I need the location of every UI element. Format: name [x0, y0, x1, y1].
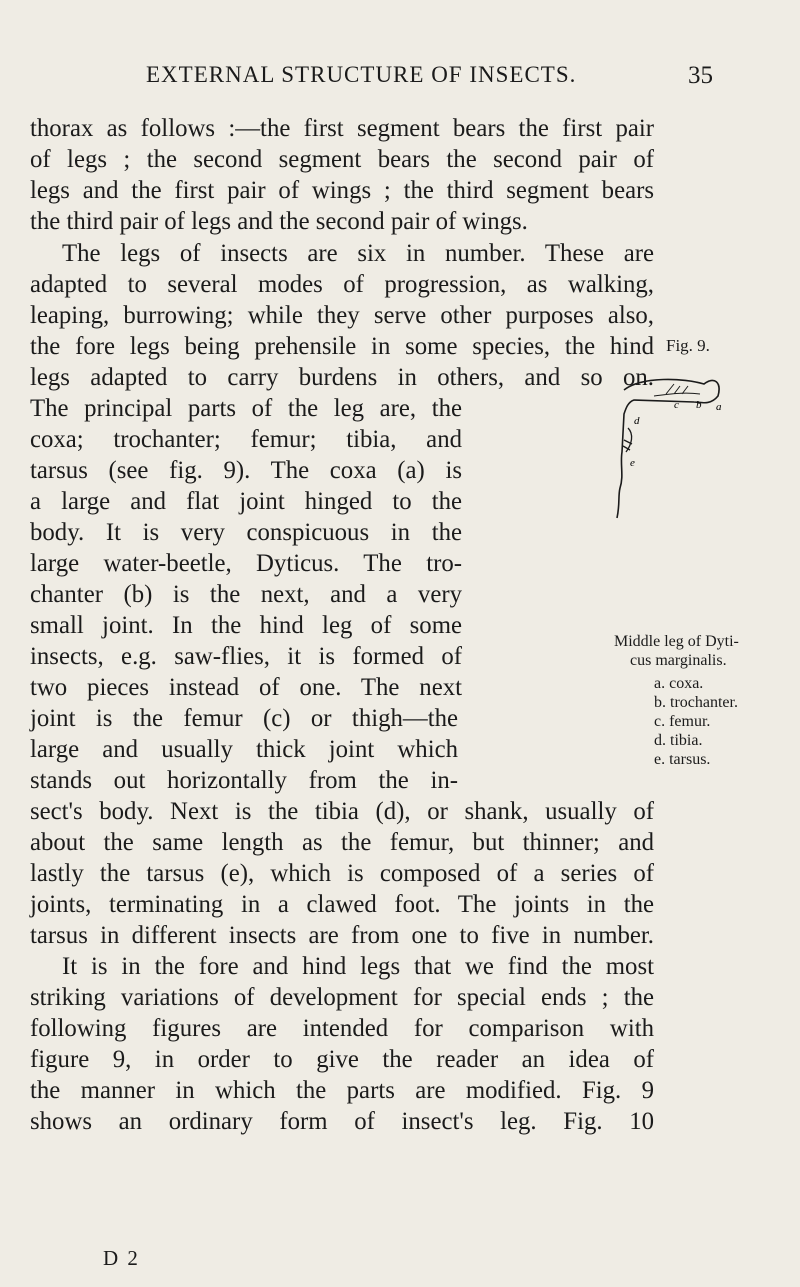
part-label-b: b [696, 399, 702, 411]
text-line: The legs of insects are six in number. These are [62, 240, 654, 267]
part-label-c: c [674, 399, 679, 411]
figure-caption [614, 632, 774, 670]
text-line: large water-beetle, Dyticus. The tro- [30, 550, 462, 577]
running-title: EXTERNAL STRUCTURE OF INSECTS. [146, 62, 577, 87]
page-header [0, 62, 800, 92]
text-line: coxa; trochanter; femur; tibia, and [30, 426, 462, 453]
text-line: legs and the first pair of wings ; the third segment bears [30, 177, 654, 204]
text-line: of legs ; the second segment bears the second pair of [30, 146, 654, 173]
text-line: striking variations of development for special ends ; the [30, 984, 654, 1011]
text-line: sect's body. Next is the tibia (d), or shank, usually of [30, 798, 654, 825]
text-line: thorax as follows :—the first segment bears the first pair [30, 115, 654, 142]
insect-leg-illustration [614, 372, 724, 522]
leg-outline [617, 379, 719, 518]
text-line: about the same length as the femur, but thinner; and [30, 829, 654, 856]
text-line: stands out horizontally from the in- [30, 767, 458, 794]
legend-item: c. femur. [654, 713, 711, 730]
text-line: large and usually thick joint which [30, 736, 458, 763]
text-line: the fore legs being prehensile in some species, the hind [30, 333, 654, 360]
part-label-a: a [716, 401, 722, 413]
figure-label: Fig. 9. [666, 336, 710, 355]
text-line: tarsus (see fig. 9). The coxa (a) is [30, 457, 462, 484]
page-number: 35 [688, 62, 713, 89]
text-line: small joint. In the hind leg of some [30, 612, 462, 639]
text-line: joints, terminating in a clawed foot. The joints in the [30, 891, 654, 918]
legend-item: a. coxa. [654, 675, 704, 692]
legend-item: e. tarsus. [654, 751, 711, 768]
text-line: a large and flat joint hinged to the [30, 488, 462, 515]
text-line: legs adapted to carry burdens in others, and so on. [30, 364, 654, 391]
text-line: lastly the tarsus (e), which is composed of a series of [30, 860, 654, 887]
text-line: two pieces instead of one. The next [30, 674, 462, 701]
text-line: chanter (b) is the next, and a very [30, 581, 462, 608]
text-line: following figures are intended for comparison with [30, 1015, 654, 1042]
signature-mark: D 2 [103, 1246, 140, 1270]
text-line: joint is the femur (c) or thigh—the [30, 705, 458, 732]
text-line: figure 9, in order to give the reader an idea of [30, 1046, 654, 1073]
text-line: shows an ordinary form of insect's leg. Fig. 10 [30, 1108, 654, 1135]
text-line: tarsus in different insects are from one to five in number. [30, 922, 654, 949]
text-line: The principal parts of the leg are, the [30, 395, 462, 422]
text-line: the third pair of legs and the second pair of wings. [30, 208, 528, 235]
tarsus-shading [623, 428, 632, 452]
part-label-e: e [630, 457, 635, 469]
text-line: adapted to several modes of progression, as walking, [30, 271, 654, 298]
text-line: the manner in which the parts are modified. Fig. 9 [30, 1077, 654, 1104]
text-line: It is in the fore and hind legs that we find the most [62, 953, 654, 980]
text-line: leaping, burrowing; while they serve other purposes also, [30, 302, 654, 329]
part-label-d: d [634, 415, 640, 427]
caption-line: cus marginalis. [630, 652, 727, 669]
legend-item: d. tibia. [654, 732, 703, 749]
femur-hatching [654, 384, 700, 396]
figure-legend [654, 674, 738, 769]
legend-item: b. trochanter. [654, 694, 738, 711]
text-line: insects, e.g. saw-flies, it is formed of [30, 643, 462, 670]
caption-line: Middle leg of Dyti- [614, 633, 739, 650]
text-line: body. It is very conspicuous in the [30, 519, 462, 546]
